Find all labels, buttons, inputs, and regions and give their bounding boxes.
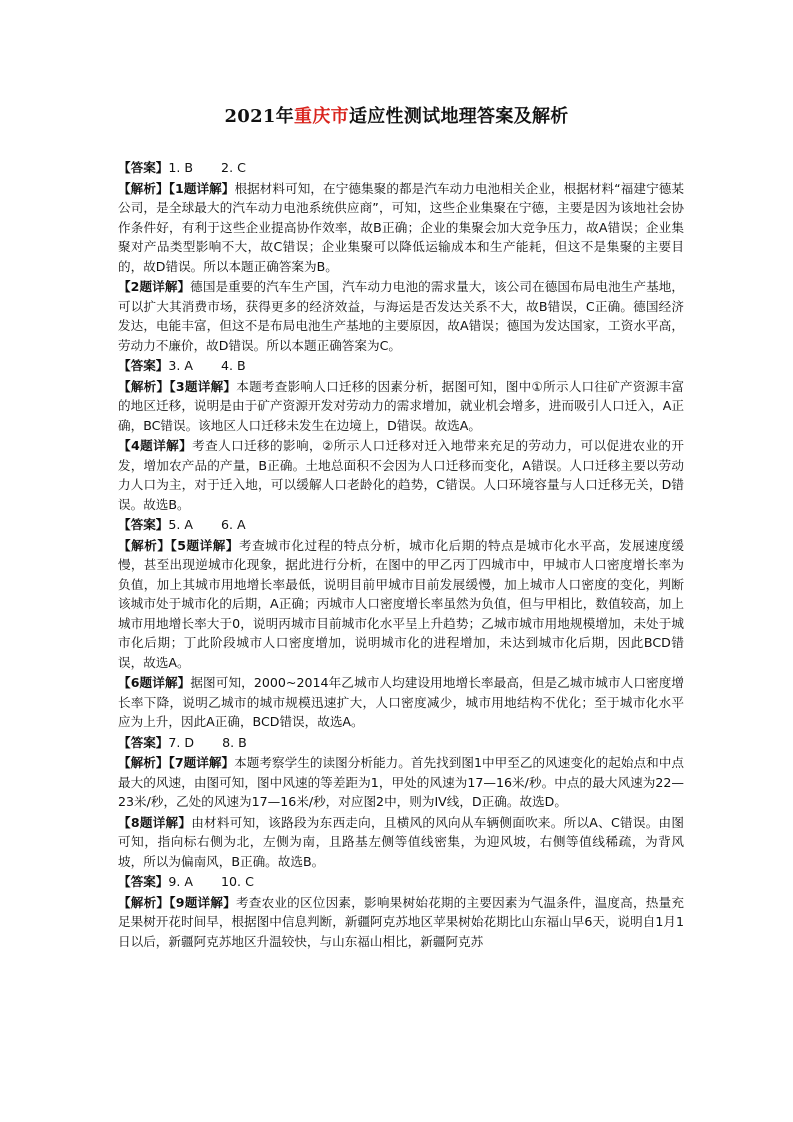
para-text: 9. A 10. C <box>168 874 254 889</box>
para-label: 【4题详解】 <box>118 438 193 453</box>
para-label: 【解析】【1题详解】 <box>118 180 235 196</box>
para-text: 考查城市化过程的特点分析，城市化后期的特点是城市化水平高，发展速度缓慢，甚至出现逆城市化现象，据此进行分析，在图中的甲乙丙丁四城市中，甲城市人口密度增长率为负值，加上其城市用地增长率最低，说明目前甲城市目前发展缓慢，加上城市人口密度的变化，判断该城市处于城市化的后期，A正确；丙城市人口密度增长率虽然为负值，但与甲相比，数值较高，加上城市用地增长率大于0，说明丙城市目前城市化水平呈上升趋势；乙城市城市用地规模增加，未处于城市化后期；丁此阶段城市人口密度增加，说明城市化的进程增加，未达到城市化后期，因此BCD错误，故选A。 <box>118 537 685 670</box>
analysis-q4 <box>118 436 684 514</box>
answer-line-1-2 <box>118 158 684 178</box>
analysis-q8 <box>118 813 684 872</box>
answer-content <box>118 158 684 952</box>
para-label: 【解析】【5题详解】 <box>118 537 239 553</box>
para-label: 【解析】【9题详解】 <box>118 894 236 910</box>
para-text: 考查人口迁移的影响，②所示人口迁移对迁入地带来充足的劳动力，可以促进农业的开发，增加农产品的产量，B正确。土地总面积不会因为人口迁移而变化，A错误。人口迁移主要以劳动力人口为主，对于迁入地，可以缓解人口老龄化的趋势，C错误。人口环境容量与人口迁移无关，D错误。故选B。 <box>118 438 684 512</box>
para-text: 1. B 2. C <box>168 160 246 175</box>
para-label: 【答案】 <box>118 517 169 532</box>
title-suffix: 适应性测试地理答案及解析 <box>348 106 569 127</box>
analysis-q2 <box>118 277 684 355</box>
para-text: 本题考察学生的读图分析能力。首先找到图1中甲至乙的风速变化的起始点和中点最大的风速，由图可知，图中风速的等差距为1，甲处的风速为17—16米/秒。中点的最大风速为22—23米/秒，乙处的风速为17—16米/秒，对应图2中，则为IV线，D正确。故选D。 <box>118 755 685 809</box>
para-label: 【6题详解】 <box>118 675 191 690</box>
para-text: 根据材料可知，在宁德集聚的都是汽车动力电池相关企业，根据材料“福建宁德某公司，是全球最大的汽车动力电池系统供应商”，可知，这些企业集聚在宁德，主要是因为该地社会协作条件好，有利于这些企业提高协作效率，故B正确；企业的集聚会加大竞争压力，故A错误；企业集聚对产品类型影响不大，故C错误；企业集聚可以降低运输成本和生产能耗，但这不是集聚的主要目的，故D错误。所以本题正确答案为B。 <box>118 180 684 274</box>
para-text: 3. A 4. B <box>168 358 246 373</box>
para-label: 【解析】【3题详解】 <box>118 378 237 394</box>
para-text: 据图可知，2000~2014年乙城市人均建设用地增长率最高，但是乙城市城市人口密度增长率下降，说明乙城市的城市规模迅速扩大，人口密度减少，城市用地结构不优化；至于城市化水平应为上升，因此A正确，BCD错误，故选A。 <box>118 675 685 729</box>
para-text: 本题考查影响人口迁移的因素分析，据图可知，图中①所示人口往矿产资源丰富的地区迁移，说明是由于矿产资源开发对劳动力的需求增加，就业机会增多，进而吸引人口迁入，A正确，BC错误。该地区人口迁移未发生在边境上，D错误。故选A。 <box>118 378 684 433</box>
document-title <box>0 102 793 128</box>
analysis-q5 <box>118 536 684 673</box>
analysis-q9 <box>118 893 684 952</box>
para-label: 【答案】 <box>118 358 169 373</box>
analysis-q6 <box>118 673 684 732</box>
para-text: 考查农业的区位因素，影响果树始花期的主要因素为气温条件，温度高，热量充足果树开花时间早，根据图中信息判断，新疆阿克苏地区苹果树始花期比山东福山早6天，说明自1月1日以后，新疆阿克苏地区升温较快，与山东福山相比，新疆阿克苏 <box>118 894 685 949</box>
answer-line-7-8 <box>118 733 684 753</box>
para-text: 5. A 6. A <box>168 517 246 532</box>
para-text: 7. D 8. B <box>168 734 247 750</box>
analysis-q1 <box>118 179 684 277</box>
para-label: 【2题详解】 <box>118 279 191 294</box>
para-label: 【解析】【7题详解】 <box>118 755 235 770</box>
answer-line-3-4 <box>118 356 684 376</box>
analysis-q7 <box>118 753 684 812</box>
para-label: 【8题详解】 <box>118 814 192 830</box>
para-label: 【答案】 <box>118 160 169 175</box>
answer-line-9-10 <box>118 872 684 892</box>
title-prefix: 2021年 <box>224 106 295 127</box>
para-text: 由材料可知，该路段为东西走向，且横风的风向从车辆侧面吹来。所以A、C错误。由图可知，指向标右侧为北，左侧为南，且路基左侧等值线密集，为迎风坡，右侧等值线稀疏，为背风坡，所以为偏南风，B正确。故选B。 <box>118 814 684 869</box>
para-text: 德国是重要的汽车生产国，汽车动力电池的需求量大，该公司在德国布局电池生产基地，可以扩大其消费市场，获得更多的经济效益，与海运是否发达关系不大，故B错误，C正确。德国经济发达，电能丰富，但这不是布局电池生产基地的主要原因，故A错误；德国为发达国家，工资水平高，劳动力不廉价，故D错误。所以本题正确答案为C。 <box>118 279 684 353</box>
para-label: 【答案】 <box>118 734 169 750</box>
analysis-q3 <box>118 377 684 436</box>
title-highlight: 重庆市 <box>294 106 349 127</box>
para-label: 【答案】 <box>118 874 169 889</box>
answer-line-5-6 <box>118 515 684 535</box>
